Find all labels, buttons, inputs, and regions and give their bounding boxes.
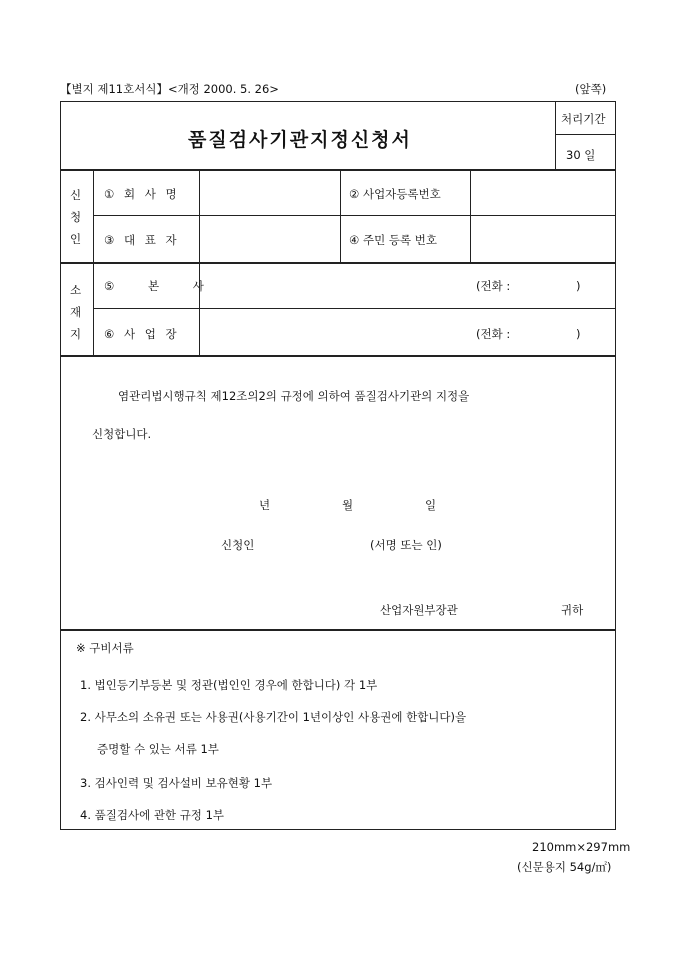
business-reg-label: ② 사업자등록번호 xyxy=(349,187,441,201)
applicant-group-char-3: 인 xyxy=(70,232,82,246)
statement-line-2: 신청합니다. xyxy=(92,427,152,441)
applicant-group-char-2: 청 xyxy=(70,210,82,224)
company-name-label: ① 회 사 명 xyxy=(104,187,180,201)
signature-note: (서명 또는 인) xyxy=(370,538,442,552)
document-item-2: 2. 사무소의 소유권 또는 사용권(사용기간이 1년이상인 사용권에 한합니다)을 xyxy=(80,710,467,724)
business-reg-field[interactable] xyxy=(473,174,611,212)
form-title: 품질검사기관지정신청서 xyxy=(188,129,412,151)
resident-number-label: ④ 주민 등록 번호 xyxy=(349,233,437,247)
location-group-char-1: 소 xyxy=(70,283,82,297)
location-group-char-2: 재 xyxy=(70,305,82,319)
workplace-field[interactable] xyxy=(202,313,472,351)
document-item-4: 4. 품질검사에 관한 규정 1부 xyxy=(80,808,224,822)
document-item-1: 1. 법인등기부등본 및 정관(법인인 경우에 한합니다) 각 1부 xyxy=(80,678,378,692)
applicant-group-char-1: 신 xyxy=(70,188,82,202)
documents-title: ※ 구비서류 xyxy=(76,641,134,655)
workplace-label: ⑥ 사 업 장 xyxy=(104,327,180,341)
form-id: 【별지 제11호서식】<개정 2000. 5. 26> xyxy=(60,82,279,96)
company-name-field[interactable] xyxy=(202,174,336,212)
date-month-label: 월 xyxy=(342,498,354,512)
paper-size: 210mm×297mm xyxy=(532,840,631,854)
date-year-label: 년 xyxy=(259,498,271,512)
honorific: 귀하 xyxy=(561,603,584,617)
head-office-label: ⑤ 본 사 xyxy=(104,279,204,293)
page-side: (앞쪽) xyxy=(575,82,607,96)
date-day-label: 일 xyxy=(425,498,437,512)
head-office-phone[interactable]: (전화 : ) xyxy=(476,279,581,293)
statement-line-1: 염관리법시행규칙 제12조의2의 규정에 의하여 품질검사기관의 지정을 xyxy=(118,389,470,403)
processing-label: 처리기간 xyxy=(561,112,606,126)
workplace-phone[interactable]: (전화 : ) xyxy=(476,327,581,341)
resident-number-field[interactable] xyxy=(473,220,611,258)
document-item-2-cont: 증명할 수 있는 서류 1부 xyxy=(97,742,219,756)
location-group-char-3: 지 xyxy=(70,327,82,341)
representative-field[interactable] xyxy=(202,220,336,258)
paper-type: (신문용지 54g/㎡) xyxy=(517,860,612,874)
document-item-3: 3. 검사인력 및 검사설비 보유현황 1부 xyxy=(80,776,273,790)
representative-label: ③ 대 표 자 xyxy=(104,233,180,247)
processing-value: 30 일 xyxy=(566,148,596,162)
applicant-signature-label: 신청인 xyxy=(221,538,255,552)
recipient: 산업자원부장관 xyxy=(380,603,458,617)
head-office-field[interactable] xyxy=(202,266,472,304)
